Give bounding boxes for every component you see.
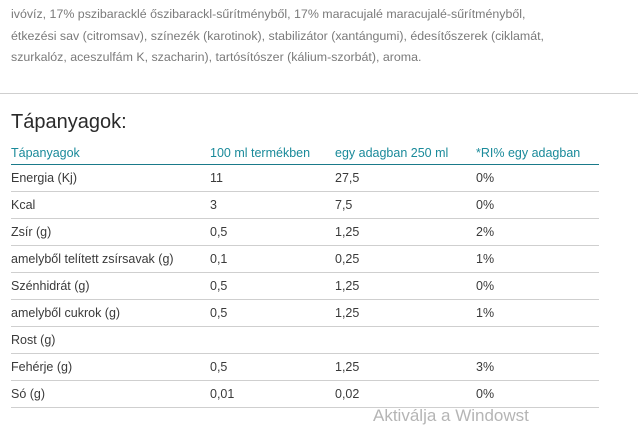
per-100ml-value: 0,5: [210, 306, 228, 320]
table-row: [11, 354, 599, 381]
nutrient-name: Kcal: [11, 198, 36, 212]
ri-percent-value: 0%: [476, 198, 495, 212]
ri-percent-value: 0%: [476, 279, 495, 293]
nutrient-name: amelyből cukrok (g): [11, 306, 121, 320]
table-row: [11, 246, 599, 273]
per-serving-value: 0,25: [335, 252, 360, 266]
header-nutrient: Tápanyagok: [11, 146, 80, 160]
table-header-row: [11, 142, 599, 165]
per-serving-value: 1,25: [335, 279, 360, 293]
header-ri-percent: *RI% egy adagban: [476, 146, 581, 160]
per-100ml-value: 0,01: [210, 387, 235, 401]
section-divider: [0, 93, 638, 94]
ri-percent-value: 0%: [476, 171, 495, 185]
table-row: [11, 381, 599, 408]
nutrition-section-title: Tápanyagok:: [11, 111, 127, 133]
header-per-serving: egy adagban 250 ml: [335, 146, 449, 160]
per-serving-value: 1,25: [335, 306, 360, 320]
nutrient-name: Só (g): [11, 387, 46, 401]
ri-percent-value: 3%: [476, 360, 495, 374]
per-100ml-value: 0,5: [210, 279, 228, 293]
per-100ml-value: 0,1: [210, 252, 228, 266]
ri-percent-value: 0%: [476, 387, 495, 401]
ingredients-text: [11, 4, 635, 69]
ingredients-line: étkezési sav (citromsav), színezék (karotinok), stabilizátor (xantángumi), édesítőszerek (ciklamát,: [11, 28, 544, 43]
nutrient-name: Rost (g): [11, 333, 56, 347]
ri-percent-value: 1%: [476, 306, 495, 320]
nutrient-name: Zsír (g): [11, 225, 52, 239]
table-row: [11, 192, 599, 219]
nutrient-name: Szénhidrát (g): [11, 279, 90, 293]
nutrient-name: Energia (Kj): [11, 171, 77, 185]
per-100ml-value: 11: [210, 171, 223, 185]
per-serving-value: 7,5: [335, 198, 353, 212]
nutrition-table: [11, 142, 599, 408]
nutrient-name: Fehérje (g): [11, 360, 73, 374]
windows-activation-watermark: Aktiválja a Windowst: [373, 406, 529, 425]
per-serving-value: 1,25: [335, 360, 360, 374]
table-row: [11, 273, 599, 300]
per-100ml-value: 3: [210, 198, 217, 212]
ingredients-line: szurkalóz, aceszulfám K, szacharin), tartósítószer (kálium-szorbát), aroma.: [11, 50, 422, 64]
table-row: [11, 327, 599, 354]
table-row: [11, 300, 599, 327]
per-serving-value: 27,5: [335, 171, 360, 185]
table-row: [11, 219, 599, 246]
ingredients-line: ivóvíz, 17% pszibaracklé őszibarackl-sűrítményből, 17% maracujalé maracujalé-sűrítményből,: [11, 7, 526, 21]
per-serving-value: 1,25: [335, 225, 360, 239]
per-100ml-value: 0,5: [210, 360, 228, 374]
per-100ml-value: 0,5: [210, 225, 228, 239]
per-serving-value: 0,02: [335, 387, 360, 401]
ri-percent-value: 2%: [476, 225, 495, 239]
ri-percent-value: 1%: [476, 252, 495, 266]
nutrient-name: amelyből telített zsírsavak (g): [11, 252, 174, 266]
header-per-100ml: 100 ml termékben: [210, 146, 311, 160]
table-row: [11, 165, 599, 192]
